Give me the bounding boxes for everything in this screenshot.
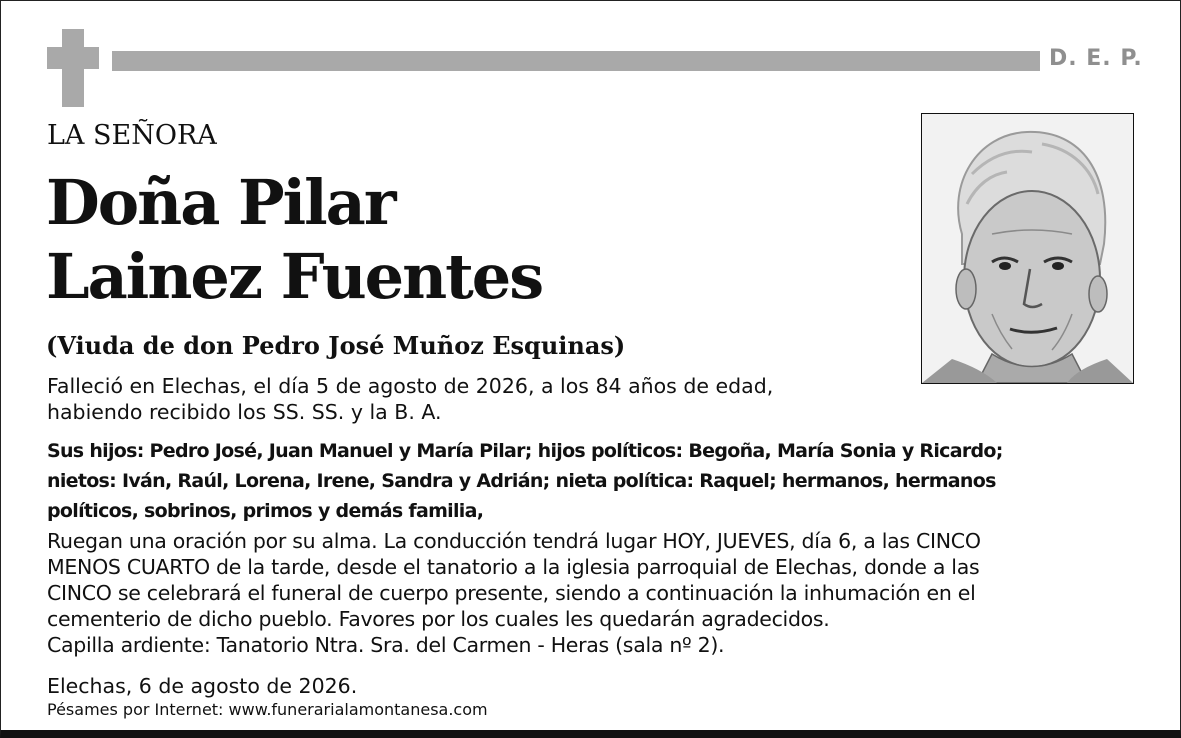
deceased-prefix: LA SEÑORA (47, 120, 217, 151)
widow-note: (Viuda de don Pedro José Muñoz Esquinas) (46, 331, 626, 360)
dep-label: D. E. P. (1049, 46, 1143, 71)
cross-icon-arm (47, 47, 99, 69)
family-line: políticos, sobrinos, primos y demás familia, (47, 500, 484, 522)
portrait-image (922, 114, 1133, 383)
service-line: MENOS CUARTO de la tarde, desde el tanatorio a la iglesia parroquial de Elechas, donde a las (47, 555, 980, 579)
name-line-2: Lainez Fuentes (46, 240, 543, 313)
place-date: Elechas, 6 de agosto de 2026. (47, 674, 358, 698)
family-line: nietos: Iván, Raúl, Lorena, Irene, Sandra y Adrián; nieta política: Raquel; hermanos, hermanos (47, 470, 996, 492)
portrait-photo (921, 113, 1134, 384)
death-notice (47, 373, 773, 425)
header-rule (112, 51, 1040, 71)
service-line: CINCO se celebrará el funeral de cuerpo presente, siendo a continuación la inhumación en el (47, 581, 976, 605)
death-notice-line: Falleció en Elechas, el día 5 de agosto de 2026, a los 84 años de edad, (47, 374, 774, 398)
family-line: Sus hijos: Pedro José, Juan Manuel y María Pilar; hijos políticos: Begoña, María Sonia y Ricardo; (47, 440, 1003, 462)
death-notice-line: habiendo recibido los SS. SS. y la B. A. (47, 400, 442, 424)
deceased-name (46, 166, 542, 314)
service-line: Ruegan una oración por su alma. La conducción tendrá lugar HOY, JUEVES, día 6, a las CINCO (47, 529, 981, 553)
condolences-link[interactable]: Pésames por Internet: www.funerarialamontanesa.com (47, 700, 488, 719)
family-list (47, 436, 1003, 526)
service-line: cementerio de dicho pueblo. Favores por los cuales les quedarán agradecidos. (47, 607, 830, 631)
service-details (47, 528, 981, 658)
name-line-1: Doña Pilar (46, 166, 395, 239)
service-line: Capilla ardiente: Tanatorio Ntra. Sra. del Carmen - Heras (sala nº 2). (47, 633, 725, 657)
